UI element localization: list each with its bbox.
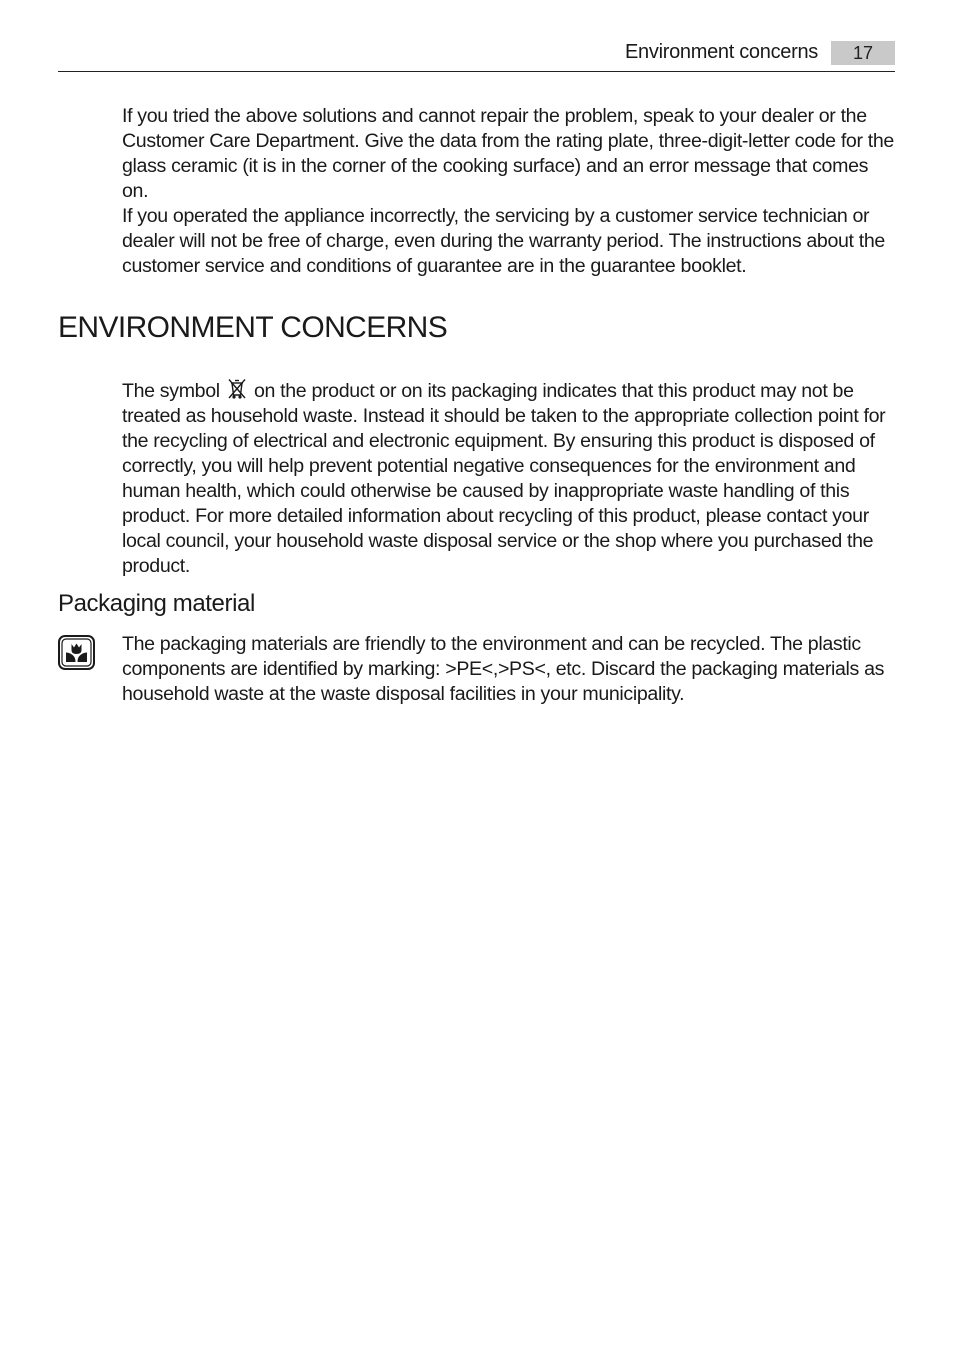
packaging-paragraph: The packaging materials are friendly to the environment and can be recycled. The plastic components are identified by marking: >PE<,>PS<, etc. Discard the packaging materials as household waste at the waste disposal facilities in your municipality. [122,633,885,705]
section-heading-environment: ENVIRONMENT CONCERNS [58,311,448,344]
intro-paragraph-1: If you tried the above solutions and cannot repair the problem, speak to your dealer or the Customer Care Department. Give the data from the rating plate, three-digit-letter code for the glass ceramic (it is in the corner of the cooking surface) and an error message that comes on. [122,105,894,202]
weee-text-end: on the product or on its packaging indicates that this product may not be treated as household waste. Instead it should be taken to the appropriate collection point for the recycling of electrical and electronic equipment. By ensuring this product is disposed of correctly, you will help prevent potential negative consequences for the environment and human health, which could otherwise be caused by inappropriate waste handling of this product. For more detailed information about recycling of this product, please contact your local council, your household waste disposal service or the shop where you purchased the product. [122,380,886,577]
running-section-title: Environment concerns [625,41,818,63]
weee-paragraph [122,378,895,579]
weee-text-start: The symbol [122,380,225,402]
intro-paragraph-2: If you operated the appliance incorrectly, the servicing by a customer service technician or dealer will not be free of charge, even during the warranty period. The instructions about the customer service and conditions of guarantee are in the guarantee booklet. [122,205,885,277]
subheading-packaging-material: Packaging material [58,590,255,617]
crossed-out-wheelie-bin-icon [227,378,247,400]
header-divider [58,71,895,72]
environment-tulip-icon [58,635,95,670]
page-number-badge: 17 [831,41,895,65]
